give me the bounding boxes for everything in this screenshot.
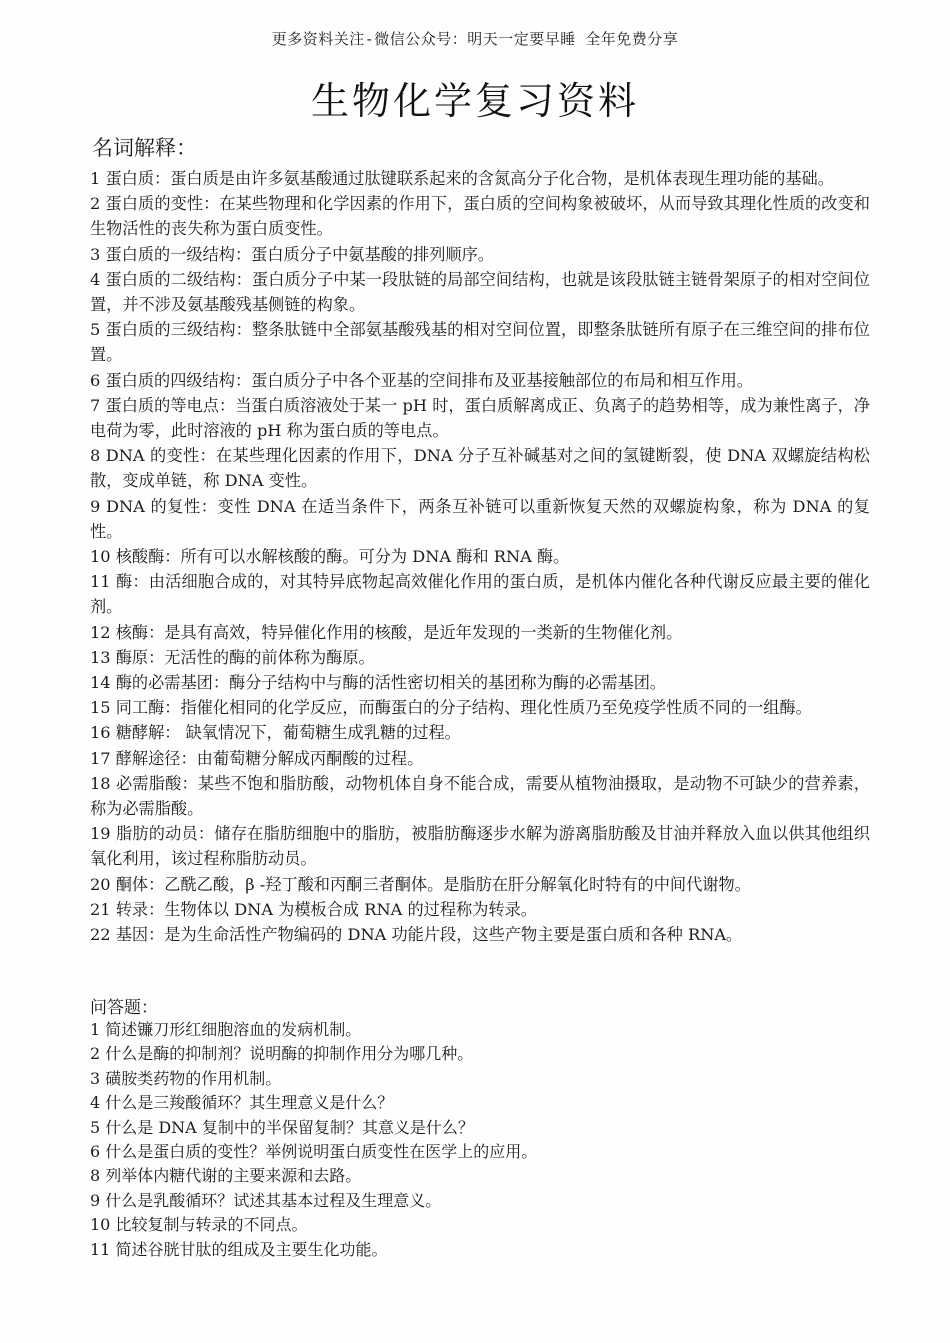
term-entry: 18 必需脂酸：某些不饱和脂肪酸，动物机体自身不能合成，需要从植物油摄取，是动物不可缺少的营养素，称为必需脂酸。 [90,773,870,819]
question-item: 5 什么是 DNA 复制中的半保留复制？其意义是什么？ [90,1117,474,1137]
document-title: 生物化学复习资料 [310,79,639,123]
term-entry: 20 酮体：乙酰乙酸，β -羟丁酸和丙酮三者酮体。是脂肪在肝分解氧化时特有的中间代谢物。 [90,874,751,894]
term-entry: 12 核酶：是具有高效，特异催化作用的核酸，是近年发现的一类新的生物催化剂。 [90,622,683,642]
term-entry: 22 基因：是为生命活性产物编码的 DNA 功能片段，这些产物主要是蛋白质和各种 RNA。 [90,925,743,945]
term-entry: 9 DNA 的复性：变性 DNA 在适当条件下，两条互补链可以重新恢复天然的双螺旋构象，称为 DNA 的复性。 [90,496,870,541]
term-entry: 5 蛋白质的三级结构：整条肽链中全部氨基酸残基的相对空间位置，即整条肽链所有原子在三维空间的排布位置。 [90,320,870,365]
term-entry: 4 蛋白质的二级结构：蛋白质分子中某一段肽链的局部空间结构，也就是该段肽链主链骨架原子的相对空间位置，并不涉及氨基酸残基侧链的构象。 [90,269,870,315]
term-entry: 19 脂肪的动员：储存在脂肪细胞中的脂肪，被脂肪酶逐步水解为游离脂肪酸及甘油并释放入血以供其他组织氧化利用，该过程称脂肪动员。 [90,824,870,869]
question-item: 11 简述谷胱甘肽的组成及主要生化功能。 [90,1239,388,1259]
header-note: 更多资料关注-微信公众号：明天一定要早睡 全年免费分享 [271,30,679,48]
term-entry: 7 蛋白质的等电点：当蛋白质溶液处于某一 pH 时，蛋白质解离成正、负离子的趋势相等，成为兼性离子，净电荷为零，此时溶液的 pH 称为蛋白质的等电点。 [90,395,870,441]
term-entry: 10 核酸酶：所有可以水解核酸的酶。可分为 DNA 酶和 RNA 酶。 [90,547,570,567]
terms-list [90,166,870,947]
question-item: 3 磺胺类药物的作用机制。 [90,1068,282,1088]
qa-heading: 问答题： [90,998,158,1018]
term-entry: 3 蛋白质的一级结构：蛋白质分子中氨基酸的排列顺序。 [90,244,494,264]
question-item: 8 列举体内糖代谢的主要来源和去路。 [90,1166,362,1186]
question-item: 4 什么是三羧酸循环？其生理意义是什么？ [90,1093,394,1113]
term-entry: 16 糖酵解： 缺氧情况下，葡萄糖生成乳糖的过程。 [90,723,461,743]
questions-list [90,1018,870,1262]
term-entry: 21 转录：生物体以 DNA 为模板合成 RNA 的过程称为转录。 [90,899,537,919]
term-entry: 11 酶：由活细胞合成的，对其特异底物起高效催化作用的蛋白质，是机体内催化各种代谢反应最主要的催化剂。 [90,572,870,617]
term-entry: 15 同工酶：指催化相同的化学反应，而酶蛋白的分子结构、理化性质乃至免疫学性质不同的一组酶。 [90,698,812,718]
term-entry: 13 酶原：无活性的酶的前体称为酶原。 [90,647,375,667]
question-item: 6 什么是蛋白质的变性？举例说明蛋白质变性在医学上的应用。 [90,1142,538,1162]
terms-heading: 名词解释： [92,136,197,160]
term-entry: 1 蛋白质：蛋白质是由许多氨基酸通过肽键联系起来的含氮高分子化合物，是机体表现生理功能的基础。 [90,169,834,188]
question-item: 9 什么是乳酸循环？试述其基本过程及生理意义。 [90,1190,442,1210]
term-entry: 2 蛋白质的变性：在某些物理和化学因素的作用下，蛋白质的空间构象被破坏，从而导致其理化性质的改变和生物活性的丧失称为蛋白质变性。 [90,194,870,239]
question-item: 2 什么是酶的抑制剂？说明酶的抑制作用分为哪几种。 [90,1044,474,1064]
term-entry: 6 蛋白质的四级结构：蛋白质分子中各个亚基的空间排布及亚基接触部位的布局和相互作用。 [90,370,753,390]
question-item: 10 比较复制与转录的不同点。 [90,1215,308,1235]
term-entry: 14 酶的必需基团：酶分子结构中与酶的活性密切相关的基团称为酶的必需基团。 [90,673,667,693]
term-entry: 8 DNA 的变性：在某些理化因素的作用下，DNA 分子互补碱基对之间的氢键断裂，使 DNA 双螺旋结构松散，变成单链，称 DNA 变性。 [90,446,870,491]
question-item: 1 简述镰刀形红细胞溶血的发病机制。 [90,1020,362,1039]
term-entry: 17 酵解途径：由葡萄糖分解成丙酮酸的过程。 [90,748,424,768]
